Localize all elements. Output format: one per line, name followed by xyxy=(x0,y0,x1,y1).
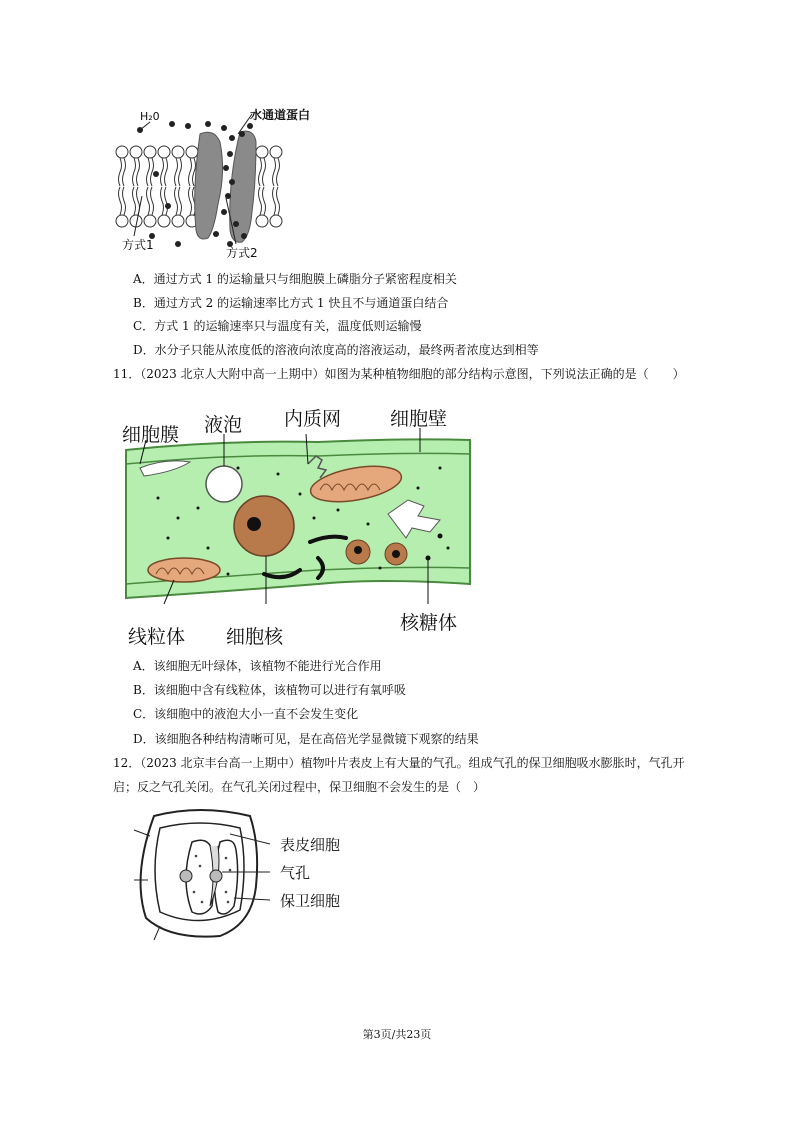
figure-plant-cell xyxy=(118,398,478,648)
q10-option-b: B．通过方式 2 的运输速率比方式 1 快且不与通道蛋白结合 xyxy=(133,296,449,310)
q12-stem-line2: 启；反之气孔关闭。在气孔关闭过程中，保卫细胞不会发生的是（ ） xyxy=(113,780,486,794)
ribosome-label: 核糖体 xyxy=(400,612,458,634)
er-label: 内质网 xyxy=(284,408,342,430)
water-channel-label: 水通道蛋白 xyxy=(250,108,311,122)
method1-label: 方式1 xyxy=(122,238,154,252)
q10-option-d: D．水分子只能从浓度低的溶液向浓度高的溶液运动，最终两者浓度达到相等 xyxy=(133,343,539,357)
vacuole-label: 液泡 xyxy=(204,414,243,436)
mitochondria-label: 线粒体 xyxy=(128,626,186,648)
q11-option-c: C．该细胞中的液泡大小一直不会发生变化 xyxy=(133,707,359,721)
q10-option-c: C．方式 1 的运输速率只与温度有关，温度低则运输慢 xyxy=(133,319,422,333)
figure-water-transport xyxy=(112,104,332,264)
epidermal-cell-label: 表皮细胞 xyxy=(280,836,341,854)
q11-option-b: B．该细胞中含有线粒体，该植物可以进行有氧呼吸 xyxy=(133,683,406,697)
method2-label: 方式2 xyxy=(226,246,258,260)
cell-membrane-label: 细胞膜 xyxy=(122,424,180,446)
stoma-label: 气孔 xyxy=(280,864,311,882)
q10-option-a: A．通过方式 1 的运输量只与细胞膜上磷脂分子紧密程度相关 xyxy=(133,272,457,286)
page-footer: 第3页/共23页 xyxy=(362,1028,432,1041)
stomata-diagram xyxy=(130,806,370,946)
q11-option-a: A．该细胞无叶绿体，该植物不能进行光合作用 xyxy=(133,659,382,673)
h2o-label: H₂0 xyxy=(140,110,160,123)
nucleus-label: 细胞核 xyxy=(226,626,284,648)
figure-stomata xyxy=(130,806,370,946)
q12-stem-line1: 12．（2023 北京丰台高一上期中）植物叶片表皮上有大量的气孔。组成气孔的保卫细胞吸水膨胀时，气孔开 xyxy=(113,756,685,770)
q11-option-d: D．该细胞各种结构清晰可见，是在高倍光学显微镜下观察的结果 xyxy=(133,732,479,746)
guard-cell-label: 保卫细胞 xyxy=(280,892,341,910)
cell-wall-label: 细胞壁 xyxy=(390,408,448,430)
q11-stem: 11．（2023 北京人大附中高一上期中）如图为某种植物细胞的部分结构示意图，下列说法正确的是（ ） xyxy=(113,367,685,381)
